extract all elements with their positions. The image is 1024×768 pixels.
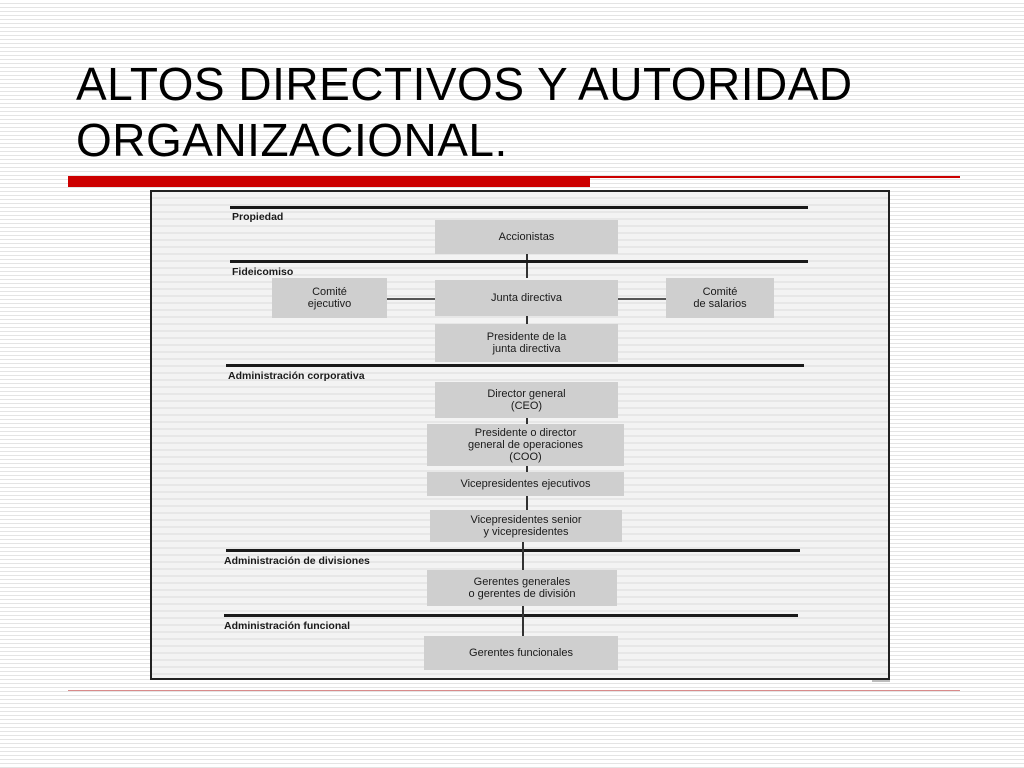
section-label-divisiones: Administración de divisiones (224, 555, 370, 567)
box-director-general: Director general (CEO) (435, 382, 618, 418)
title-underline-accent (68, 176, 590, 187)
title-underline-thin (590, 176, 960, 178)
slide-title-line-1: ALTOS DIRECTIVOS Y AUTORIDAD (76, 58, 853, 110)
slide-title-line-2: ORGANIZACIONAL. (76, 114, 508, 166)
slide-title (76, 56, 853, 168)
box-accionistas: Accionistas (435, 220, 618, 254)
section-divider-divisiones (226, 549, 800, 552)
connector-junta-salarios (618, 298, 666, 300)
connector-senior-gerentes (522, 542, 524, 570)
section-divider-fideicomiso (230, 260, 808, 263)
box-gerentes-generales: Gerentes generales o gerentes de división (427, 570, 617, 606)
footer-divider (68, 690, 960, 691)
section-divider-corporativa (226, 364, 804, 367)
box-junta-directiva: Junta directiva (435, 280, 618, 316)
box-vicepresidentes-senior: Vicepresidentes senior y vicepresidentes (430, 510, 622, 542)
connector-ejecutivo-junta (387, 298, 435, 300)
box-comite-salarios: Comité de salarios (666, 278, 774, 318)
box-presidente-junta: Presidente de la junta directiva (435, 324, 618, 362)
org-hierarchy-diagram (150, 190, 890, 680)
section-divider-funcional (224, 614, 798, 617)
section-label-propiedad: Propiedad (232, 211, 284, 223)
box-comite-ejecutivo: Comité ejecutivo (272, 278, 387, 318)
section-divider-propiedad (230, 206, 808, 209)
connector-generales-funcionales (522, 606, 524, 636)
box-vicepresidentes-ejecutivos: Vicepresidentes ejecutivos (427, 472, 624, 496)
box-presidente-operaciones: Presidente o director general de operaciones (COO) (427, 424, 624, 466)
connector-vp-senior (526, 496, 528, 510)
section-label-funcional: Administración funcional (224, 620, 351, 632)
connector-accionistas-down (526, 254, 528, 278)
section-label-corporativa: Administración corporativa (228, 370, 365, 382)
section-label-fideicomiso: Fideicomiso (232, 266, 294, 278)
box-gerentes-funcionales: Gerentes funcionales (424, 636, 618, 670)
